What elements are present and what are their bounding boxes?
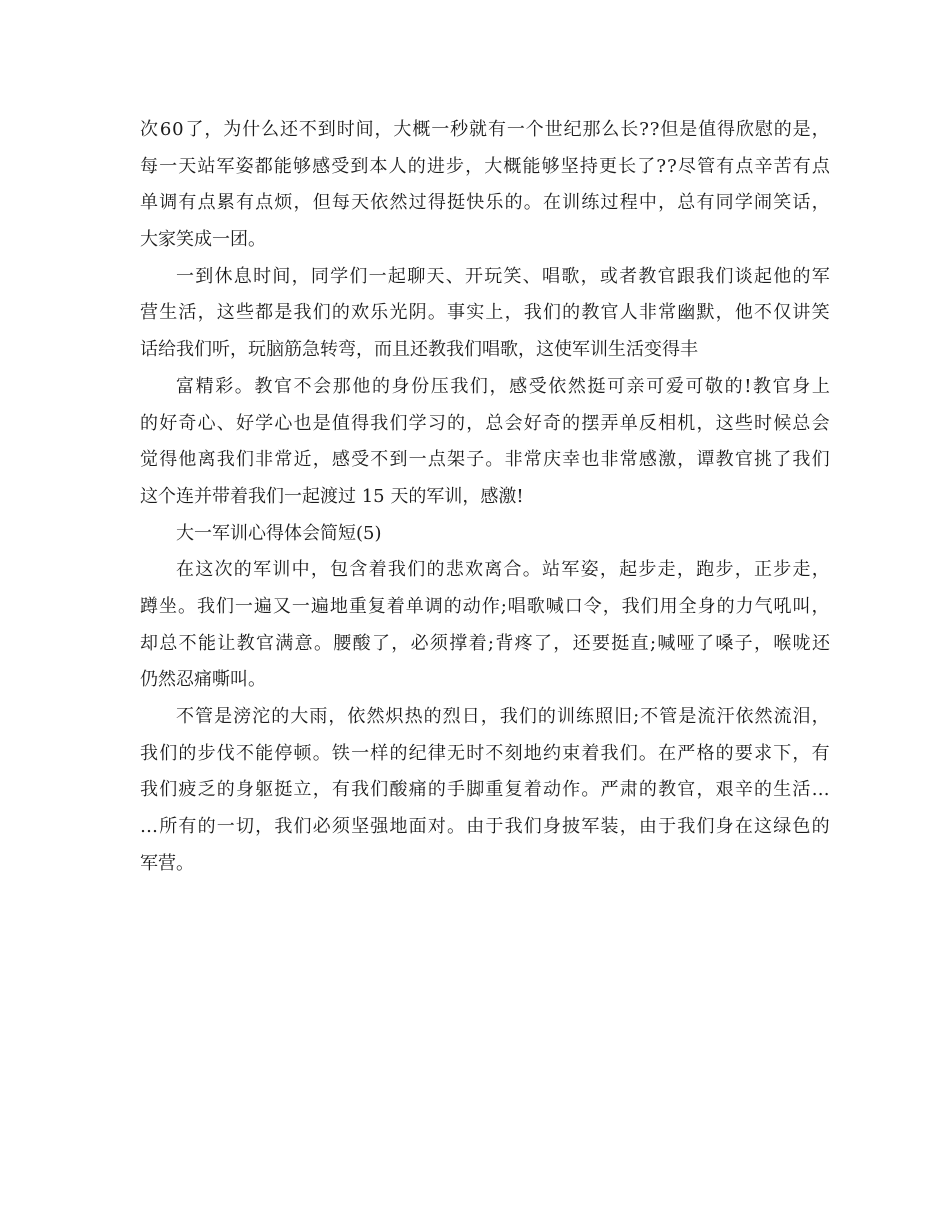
text-line: 在 这 次 的 军 训 中 ， 包 含 着 我 们 的 悲 欢 离 合 。 站 军 姿 ， 起 步 走 ， 跑 步 ， 正 步 走 ， [176, 559, 830, 581]
text-line: 大家笑成一团。 [140, 229, 266, 251]
text-line: 蹲 坐 。 我 们 一 遍 又 一 遍 地 重 复 着 单 调 的 动 作 ; 唱 歌 喊 口 令 ， 我 们 用 全 身 的 力 气 吼 叫 ， [140, 595, 830, 617]
text-line: 一 到 休 息 时 间 ， 同 学 们 一 起 聊 天 、 开 玩 笑 、 唱 歌 ， 或 者 教 官 跟 我 们 谈 起 他 的 军 [176, 265, 830, 287]
text-line: … 所 有 的 一 切 ， 我 们 必 须 坚 强 地 面 对 。 由 于 我 们 身 披 军 装 ， 由 于 我 们 身 在 这 绿 色 的 [140, 816, 830, 838]
text-line: 我 们 疲 乏 的 身 躯 挺 立 ， 有 我 们 酸 痛 的 手 脚 重 复 着 动 作 。 严 肃 的 教 官 ， 艰 辛 的 生 活 … [140, 779, 830, 801]
text-line: 营 生 活 ， 这 些 都 是 我 们 的 欢 乐 光 阴 。 事 实 上 ， 我 们 的 教 官 人 非 常 幽 默 ， 他 不 仅 讲 笑 [140, 302, 830, 324]
text-line: 次 6 0 了 ， 为 什 么 还 不 到 时 间 ， 大 概 一 秒 就 有 一 个 世 纪 那 么 长 ? ? 但 是 值 得 欣 慰 的 是 ， [140, 119, 830, 140]
text-line: 仍然忍痛嘶叫。 [140, 669, 266, 691]
text-line: 觉 得 他 离 我 们 非 常 近 ， 感 受 不 到 一 点 架 子 。 非 常 庆 幸 也 非 常 感 激 ， 谭 教 官 挑 了 我 们 [140, 449, 830, 471]
text-line: 军营。 [140, 852, 194, 874]
document-body [140, 112, 830, 882]
text-line: 的 好 奇 心 、 好 学 心 也 是 值 得 我 们 学 习 的 ， 总 会 好 奇 的 摆 弄 单 反 相 机 ， 这 些 时 候 总 会 [140, 412, 830, 434]
text-line: 我 们 的 步 伐 不 能 停 顿 。 铁 一 样 的 纪 律 无 时 不 刻 地 约 束 着 我 们 。 在 严 格 的 要 求 下 ， 有 [140, 742, 830, 764]
text-line: 不 管 是 滂 沱 的 大 雨 ， 依 然 炽 热 的 烈 日 ， 我 们 的 训 练 照 旧 ; 不 管 是 流 汗 依 然 流 泪 ， [176, 706, 830, 727]
text-line: 大一军训心得体会简短(5) [176, 522, 382, 544]
text-line: 每 一 天 站 军 姿 都 能 够 感 受 到 本 人 的 进 步 ， 大 概 能 够 坚 持 更 长 了 ? ? 尽 管 有 点 辛 苦 有 点 [140, 155, 830, 177]
text-line: 这个连并带着我们一起渡过 15 天的军训，感激! [140, 485, 524, 507]
text-line: 却 总 不 能 让 教 官 满 意 。 腰 酸 了 ， 必 须 撑 着 ; 背 疼 了 ， 还 要 挺 直 ; 喊 哑 了 嗓 子 ， 喉 咙 还 [140, 632, 830, 654]
text-line: 单 调 有 点 累 有 点 烦 ， 但 每 天 依 然 过 得 挺 快 乐 的 。 在 训 练 过 程 中 ， 总 有 同 学 闹 笑 话 ， [140, 192, 830, 214]
text-line: 富 精 彩 。 教 官 不 会 那 他 的 身 份 压 我 们 ， 感 受 依 然 挺 可 亲 可 爱 可 敬 的 ! 教 官 身 上 [176, 375, 830, 397]
text-line: 话给我们听，玩脑筋急转弯，而且还教我们唱歌，这使军训生活变得丰 [140, 339, 698, 361]
